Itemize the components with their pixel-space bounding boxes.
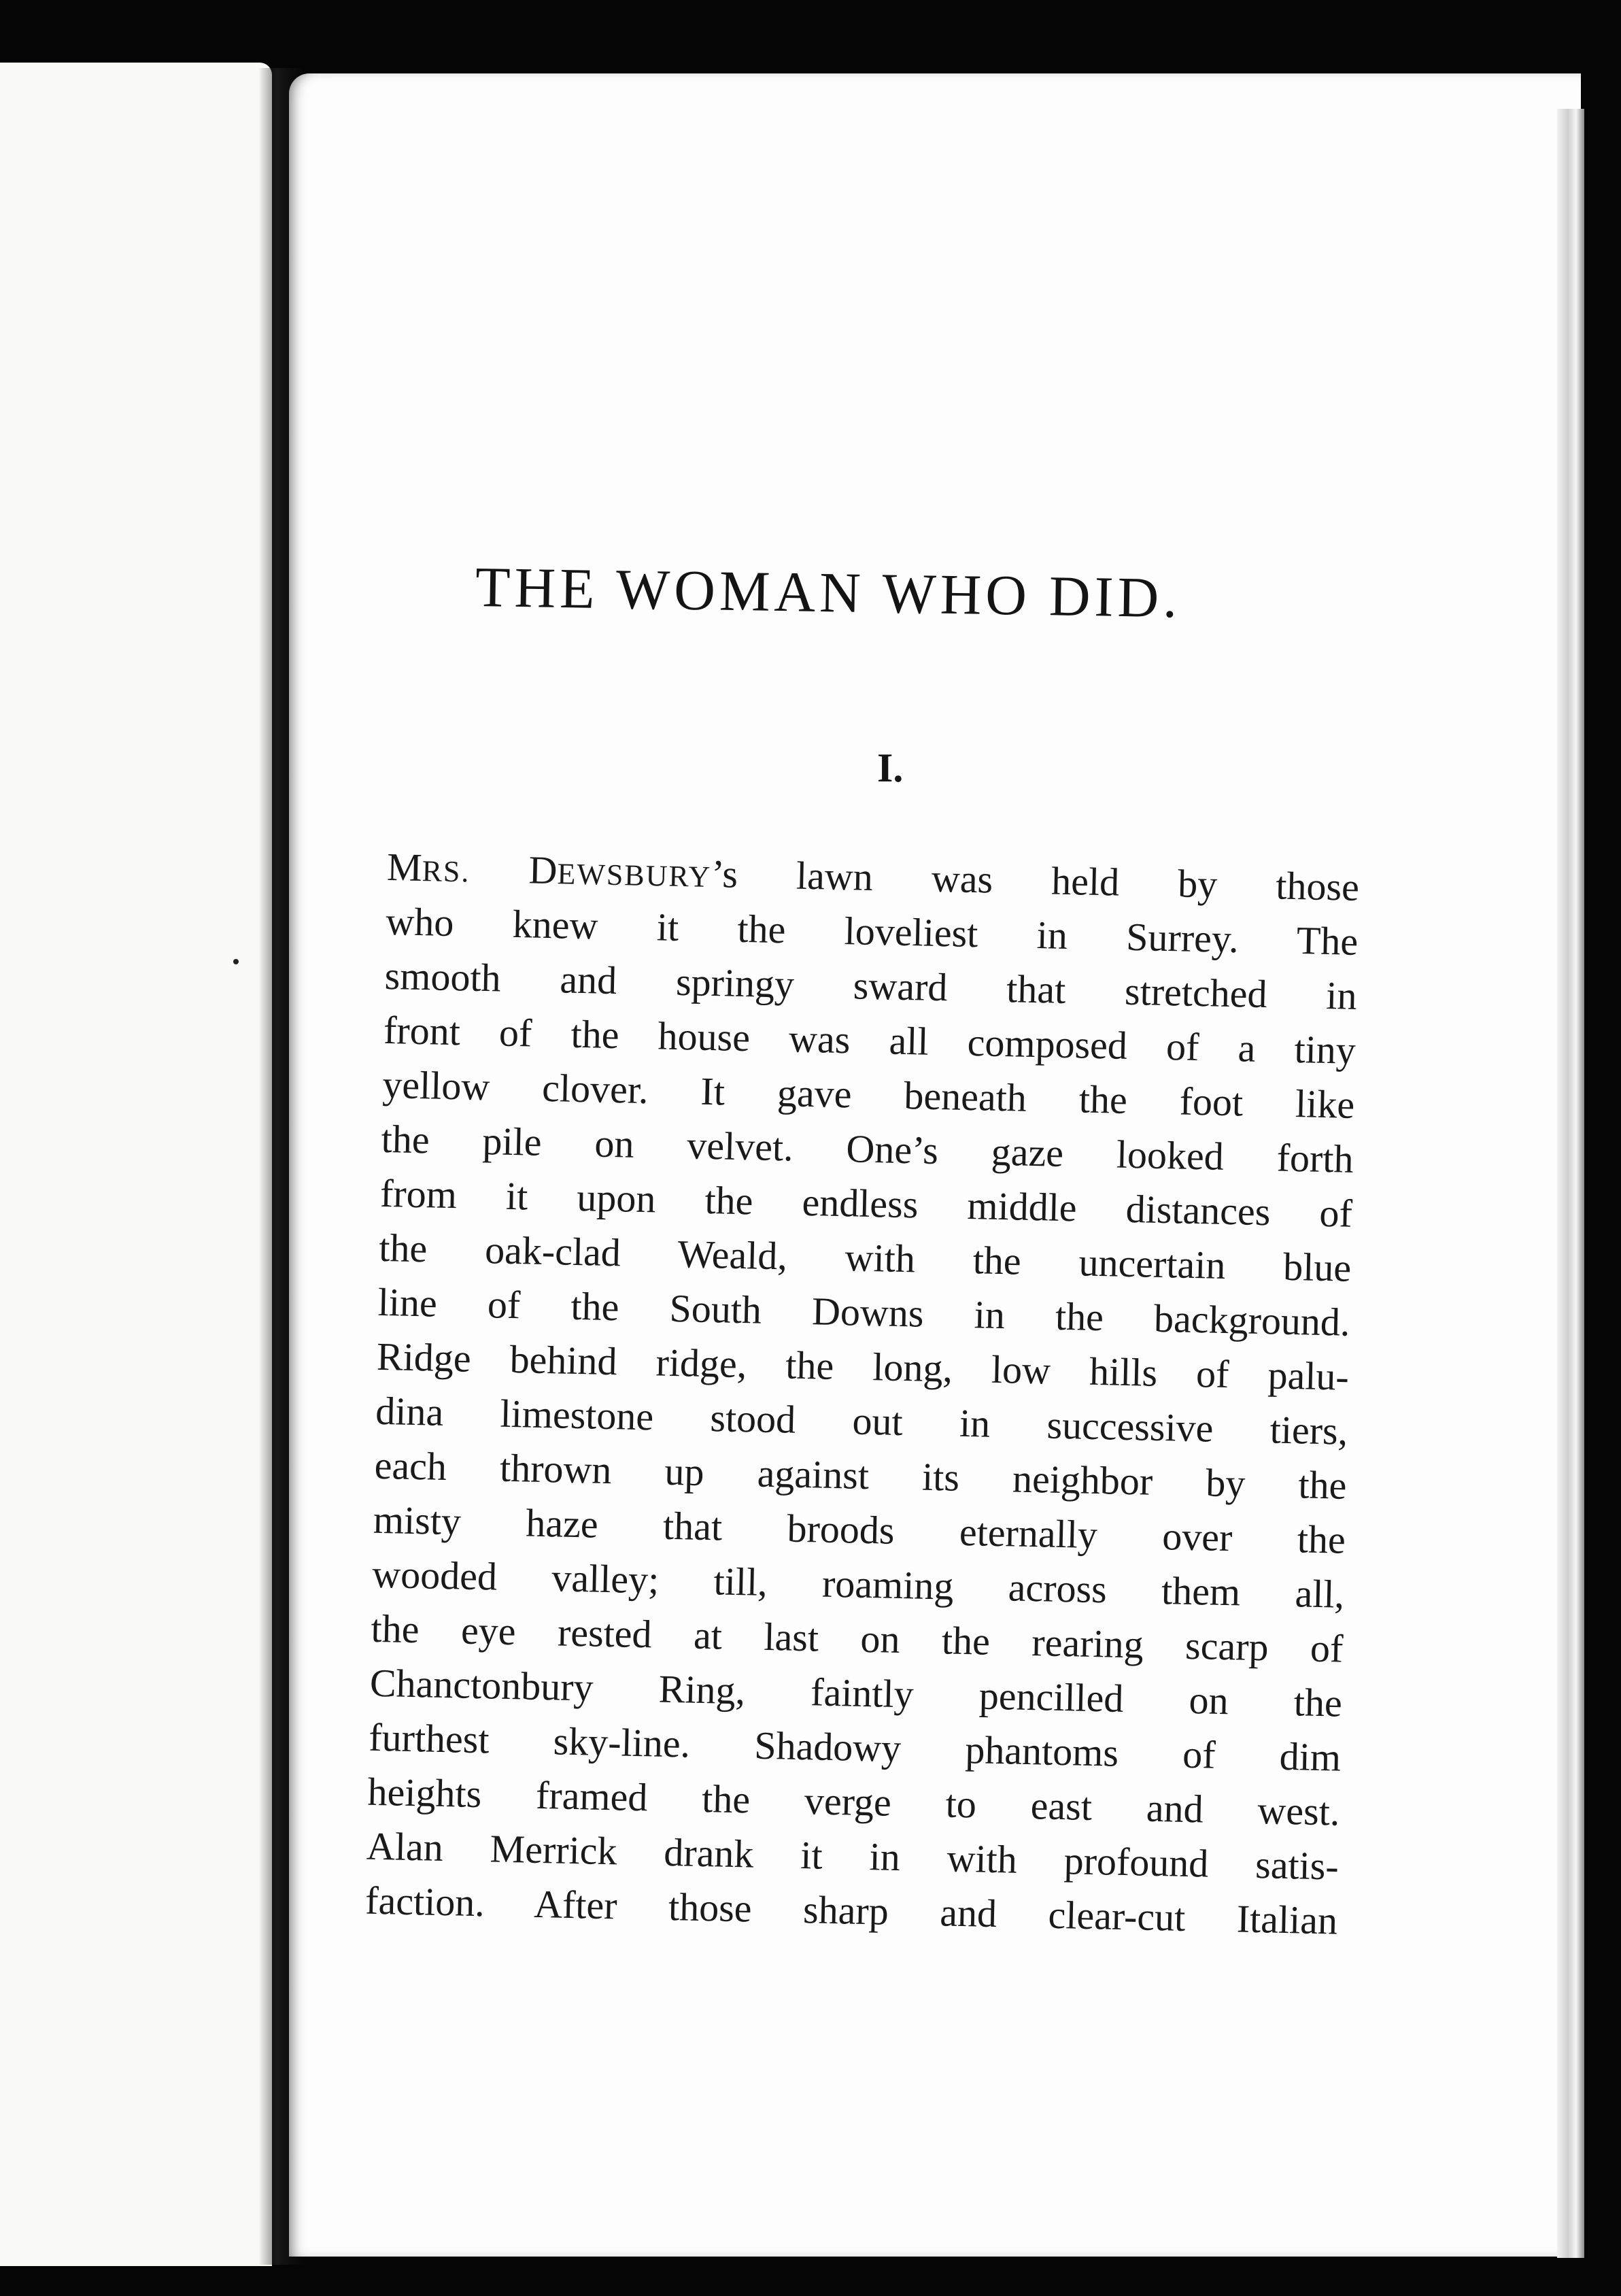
text-line: the eye rested at last on the rearing scarp of — [371, 1606, 1344, 1671]
text-line: smooth and springy sward that stretched in — [384, 953, 1358, 1018]
text-line: the oak-clad Weald, with the uncertain blue — [378, 1225, 1352, 1290]
text-line: line of the South Downs in the background. — [377, 1279, 1351, 1345]
book-title: THE WOMAN WHO DID. — [475, 555, 1182, 630]
text-line: wooded valley; till, roaming across them all, — [371, 1551, 1345, 1617]
left-page — [0, 63, 272, 2266]
small-caps-rest: RS. — [422, 854, 471, 889]
chapter-heading: I. — [877, 745, 904, 790]
page-edge — [1557, 109, 1584, 2258]
text-line: the pile on velvet. One’s gaze looked forth — [381, 1116, 1354, 1181]
ink-speck — [233, 959, 239, 964]
text-line: each thrown up against its neighbor by the — [374, 1442, 1348, 1508]
text-line: Ridge behind ridge, the long, low hills of palu- — [376, 1334, 1350, 1399]
small-caps-initial: M — [386, 844, 423, 890]
text-line: Chanctonbury Ring, faintly pencilled on the — [369, 1660, 1343, 1725]
text-line: dina limestone stood out in successive tiers, — [375, 1388, 1348, 1453]
small-caps-rest: EWSBURY — [556, 857, 712, 894]
text-line: furthest sky-line. Shadowy phantoms of dim — [368, 1715, 1342, 1780]
text-line: heights framed the verge to east and west. — [367, 1769, 1341, 1834]
text-line: misty haze that broods eternally over the — [373, 1497, 1346, 1562]
text-line: from it upon the endless middle distances of — [379, 1170, 1353, 1236]
text-line: Alan Merrick drank it in with profound satis- — [366, 1823, 1340, 1889]
body-text — [364, 840, 1359, 1948]
text-line: who knew it the loveliest in Surrey. The — [385, 898, 1359, 964]
text-line: yellow clover. It gave beneath the foot like — [381, 1062, 1355, 1127]
small-caps-initial: D — [528, 847, 558, 893]
text-line: front of the house was all composed of a tiny — [383, 1007, 1356, 1073]
text-line: faction. After those sharp and clear-cut Italian — [364, 1878, 1338, 1943]
opening-text: ’s lawn was held by those — [711, 851, 1360, 909]
